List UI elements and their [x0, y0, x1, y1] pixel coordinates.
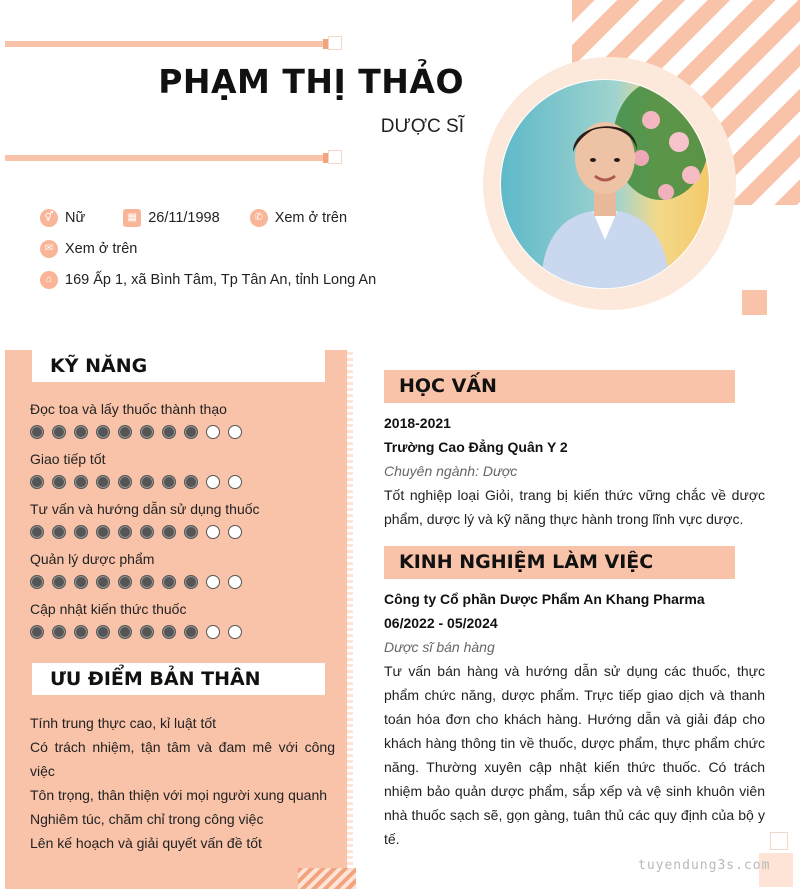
rating-dot-filled	[74, 575, 88, 589]
skill-label: Cập nhật kiến thức thuốc	[30, 601, 187, 617]
strength-item: Nghiêm túc, chăm chỉ trong công việc	[30, 811, 264, 827]
skill-rating	[30, 525, 250, 539]
home-icon: ⌂	[40, 271, 58, 289]
rating-dot-filled	[140, 425, 154, 439]
rating-dot-empty	[206, 425, 220, 439]
rating-dot-filled	[30, 475, 44, 489]
rating-dot-filled	[74, 475, 88, 489]
experience-description: Tư vấn bán hàng và hướng dẫn sử dụng các thuốc, thực phẩm chức năng, dược phẩm. Trực tiếp giao dịch và thanh toán hóa đơn cho khách hàng. Hướng dẫn và giải đáp cho khách hàng thông tin về thuốc, dược phẩm, thực phẩm chức năng. Thường xuyên cập nhật kiến thức thuốc. Có trách nhiệm bảo quản dược phẩm, sắp xếp và vệ sinh khuôn viên nhà thuốc sạch sẽ, gọn gàng, tuân thủ các quy định của bộ y tế.	[384, 663, 765, 847]
email-item	[40, 240, 137, 258]
job-title: DƯỢC SĨ	[380, 116, 464, 137]
sidebar-stripe-edge	[347, 350, 353, 889]
address-value: 169 Ấp 1, xã Bình Tâm, Tp Tân An, tỉnh Long An	[65, 272, 377, 288]
rating-dot-filled	[96, 625, 110, 639]
experience-period: 06/2022 - 05/2024	[384, 615, 498, 631]
avatar	[501, 80, 709, 288]
deco-square	[770, 832, 788, 850]
experience-company: Công ty Cổ phần Dược Phẩm An Khang Pharma	[384, 591, 705, 607]
rating-dot-filled	[184, 425, 198, 439]
birthday-item	[123, 209, 220, 227]
rating-dot-filled	[96, 425, 110, 439]
rating-dot-filled	[52, 525, 66, 539]
birthday-value: 26/11/1998	[148, 210, 220, 226]
rating-dot-filled	[52, 625, 66, 639]
phone-icon: ✆	[250, 209, 268, 227]
rating-dot-filled	[96, 525, 110, 539]
skills-heading: KỸ NĂNG	[32, 350, 325, 382]
deco-square	[328, 150, 342, 164]
rating-dot-empty	[228, 475, 242, 489]
sidebar-bottom-stripes	[298, 868, 356, 889]
rating-dot-empty	[228, 425, 242, 439]
rating-dot-empty	[206, 525, 220, 539]
contact-row	[40, 240, 137, 258]
rating-dot-filled	[184, 575, 198, 589]
rating-dot-filled	[30, 525, 44, 539]
rating-dot-filled	[140, 475, 154, 489]
rating-dot-empty	[228, 625, 242, 639]
calendar-icon: ▦	[123, 209, 141, 227]
rating-dot-filled	[118, 625, 132, 639]
strengths-list	[30, 711, 335, 855]
rating-dot-filled	[162, 425, 176, 439]
rating-dot-filled	[96, 575, 110, 589]
rating-dot-empty	[206, 625, 220, 639]
phone-item	[250, 209, 347, 227]
rating-dot-filled	[118, 425, 132, 439]
rating-dot-filled	[162, 625, 176, 639]
deco-square	[328, 36, 342, 50]
education-major: Chuyên ngành: Dược	[384, 463, 518, 479]
skill-label: Đọc toa và lấy thuốc thành thạo	[30, 401, 227, 417]
rating-dot-empty	[206, 475, 220, 489]
rating-dot-filled	[162, 475, 176, 489]
rating-dot-filled	[74, 425, 88, 439]
rating-dot-filled	[30, 625, 44, 639]
rating-dot-filled	[140, 625, 154, 639]
education-description: Tốt nghiệp loại Giỏi, trang bị kiến thức vững chắc về dược phẩm, dược lý và kỹ năng thực hành trong lĩnh vực dược.	[384, 487, 765, 527]
skill-label: Tư vấn và hướng dẫn sử dụng thuốc	[30, 501, 260, 517]
strength-item: Có trách nhiệm, tận tâm và đam mê với công việc	[30, 739, 335, 779]
strengths-heading: ƯU ĐIỂM BẢN THÂN	[32, 663, 325, 695]
rating-dot-filled	[162, 525, 176, 539]
header-top-line	[5, 41, 325, 47]
rating-dot-empty	[228, 525, 242, 539]
skill-rating	[30, 575, 250, 589]
email-value: Xem ở trên	[65, 241, 138, 257]
strength-item: Tôn trọng, thân thiện với mọi người xung quanh	[30, 787, 328, 803]
rating-dot-filled	[52, 575, 66, 589]
strength-item: Tính trung thực cao, kỉ luật tốt	[30, 715, 217, 731]
rating-dot-empty	[206, 575, 220, 589]
contact-row	[40, 271, 376, 289]
skill-rating	[30, 475, 250, 489]
contact-row	[40, 209, 347, 227]
gender-icon: ⚥	[40, 209, 58, 227]
experience-position: Dược sĩ bán hàng	[384, 639, 495, 655]
rating-dot-filled	[184, 625, 198, 639]
deco-square-accent	[742, 290, 767, 315]
rating-dot-filled	[140, 525, 154, 539]
rating-dot-filled	[140, 575, 154, 589]
rating-dot-filled	[162, 575, 176, 589]
rating-dot-filled	[118, 475, 132, 489]
education-section	[384, 411, 765, 531]
skill-rating	[30, 425, 250, 439]
experience-section	[384, 587, 765, 851]
education-school: Trường Cao Đẳng Quân Y 2	[384, 439, 568, 455]
rating-dot-filled	[74, 625, 88, 639]
header-bottom-line	[5, 155, 325, 161]
strength-item: Lên kế hoạch và giải quyết vấn đề tốt	[30, 835, 262, 851]
rating-dot-filled	[30, 425, 44, 439]
watermark-text: tuyendung3s.com	[638, 858, 771, 873]
phone-value: Xem ở trên	[274, 210, 348, 226]
experience-heading: KINH NGHIỆM LÀM VIỆC	[384, 546, 735, 579]
education-period: 2018-2021	[384, 415, 451, 431]
rating-dot-filled	[118, 575, 132, 589]
skill-label: Quản lý dược phẩm	[30, 551, 155, 567]
rating-dot-filled	[96, 475, 110, 489]
rating-dot-filled	[184, 475, 198, 489]
gender-value: Nữ	[65, 210, 86, 226]
address-item	[40, 271, 376, 289]
email-icon: ✉	[40, 240, 58, 258]
gender-item	[40, 209, 85, 227]
rating-dot-filled	[118, 525, 132, 539]
skill-rating	[30, 625, 250, 639]
rating-dot-filled	[184, 525, 198, 539]
rating-dot-empty	[228, 575, 242, 589]
candidate-name: PHẠM THỊ THẢO	[158, 62, 464, 101]
rating-dot-filled	[52, 475, 66, 489]
education-heading: HỌC VẤN	[384, 370, 735, 403]
rating-dot-filled	[74, 525, 88, 539]
rating-dot-filled	[30, 575, 44, 589]
rating-dot-filled	[52, 425, 66, 439]
skill-label: Giao tiếp tốt	[30, 451, 106, 467]
